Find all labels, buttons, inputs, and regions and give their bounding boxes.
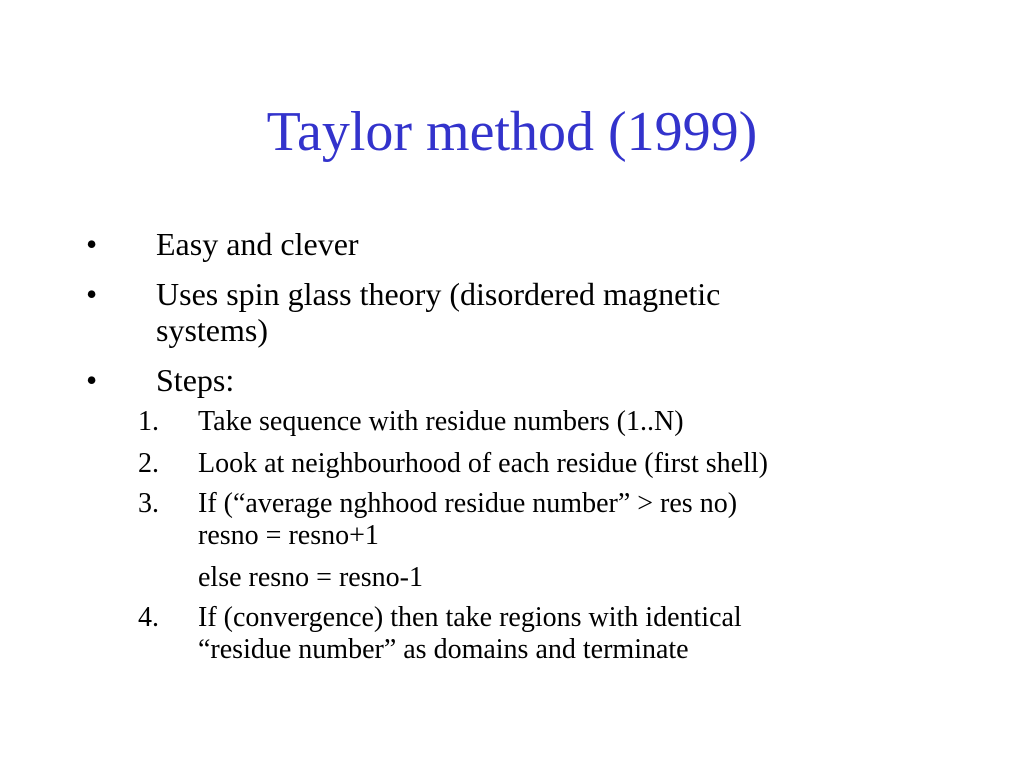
bullet-marker: • (86, 362, 98, 398)
bullet-marker: • (86, 276, 98, 312)
step-item (198, 562, 423, 594)
step-text: else resno = resno-1 (198, 562, 423, 593)
step-number: 4. (138, 602, 159, 633)
step-item (198, 448, 768, 480)
step-item (198, 602, 742, 666)
bullet-text: Steps: (156, 362, 235, 398)
bullet-item (156, 226, 896, 262)
bullet-item (156, 362, 896, 398)
slide-title: Taylor method (1999) (266, 101, 758, 163)
step-item (198, 488, 737, 552)
step-text: If (“average nghhood residue number” > res no) (198, 488, 738, 519)
step-text: Take sequence with residue numbers (1..N) (198, 406, 684, 437)
step-text-continuation: resno = resno+1 (198, 520, 379, 551)
step-text: If (convergence) then take regions with identical (198, 602, 742, 633)
bullet-text: Uses spin glass theory (disordered magnetic (156, 276, 721, 312)
step-number: 1. (138, 406, 159, 437)
step-number: 3. (138, 488, 159, 519)
bullet-item (156, 276, 896, 348)
bullet-marker: • (86, 226, 98, 262)
step-item (198, 406, 684, 438)
step-text: Look at neighbourhood of each residue (first shell) (198, 448, 768, 479)
bullet-text-continuation: systems) (156, 312, 268, 348)
step-number: 2. (138, 448, 159, 479)
bullet-text: Easy and clever (156, 226, 359, 262)
step-text-continuation: “residue number” as domains and terminate (198, 634, 689, 665)
